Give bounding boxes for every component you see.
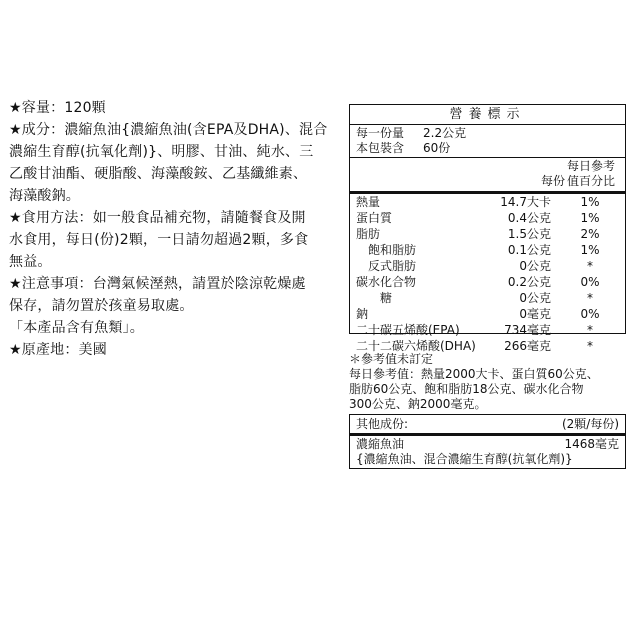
caution-line-1: ★注意事項：台灣氣候溼熱，請置於陰涼乾燥處 bbox=[9, 276, 306, 292]
servings-value: 60份 bbox=[423, 141, 451, 155]
ingredients-line-3: 乙酸甘油酯、硬脂酸、海藻酸銨、乙基纖維素、 bbox=[9, 166, 308, 182]
serving-size-label: 每一份量 bbox=[356, 126, 405, 140]
nutrient-dv: 0% bbox=[580, 275, 600, 289]
nutrient-row-sugar bbox=[350, 290, 625, 306]
other-item-value: 1468毫克 bbox=[564, 437, 619, 451]
other-ingredients-label: 其他成份: bbox=[356, 417, 409, 431]
nutrient-value: 0公克 bbox=[519, 259, 551, 273]
daily-value-header-line2: 值百分比 bbox=[566, 174, 615, 188]
nutrition-notes bbox=[349, 352, 634, 412]
serving-size-value: 2.2公克 bbox=[423, 126, 467, 140]
nutrient-value: 0.2公克 bbox=[507, 275, 551, 289]
nutrient-row-fat bbox=[350, 226, 625, 242]
nutrient-value: 266毫克 bbox=[504, 339, 551, 353]
origin-line: ★原產地：美國 bbox=[9, 342, 107, 358]
usage-line-2: 水食用，每日(份)2顆，一日請勿超過2顆，多食 bbox=[9, 232, 309, 248]
allergen-line: 「本產品含有魚類」。 bbox=[9, 320, 144, 336]
nutrient-row-calories bbox=[350, 194, 625, 210]
product-info bbox=[9, 97, 341, 361]
nutrient-name: 鈉 bbox=[356, 307, 369, 321]
nutrient-row-protein bbox=[350, 210, 625, 226]
nutrition-title: 營養標示 bbox=[350, 105, 625, 125]
ingredients-line-1: ★成分：濃縮魚油{濃縮魚油(含EPA及DHA)、混合 bbox=[9, 122, 328, 138]
other-ingredients-box bbox=[349, 414, 626, 469]
nutrient-row-trans-fat bbox=[350, 258, 625, 274]
nutrient-value: 0毫克 bbox=[519, 307, 551, 321]
nutrient-row-saturated-fat bbox=[350, 242, 625, 258]
nutrient-dv: * bbox=[587, 339, 593, 353]
nutrient-dv: 1% bbox=[580, 195, 600, 209]
other-item-detail: {濃縮魚油、混合濃縮生育醇(抗氧化劑)} bbox=[356, 452, 573, 466]
other-ingredients-header bbox=[350, 415, 625, 436]
other-item-name: 濃縮魚油 bbox=[356, 437, 405, 451]
nutrition-column-header bbox=[350, 158, 625, 194]
nutrition-facts-panel bbox=[349, 104, 626, 353]
caution-line-2: 保存，請勿置於孩童易取處。 bbox=[9, 298, 194, 314]
ingredients-line-4: 海藻酸鈉。 bbox=[9, 188, 80, 204]
daily-reference-line-1: 每日參考值：熱量2000大卡、蛋白質60公克、 bbox=[349, 367, 599, 381]
nutrient-value: 14.7大卡 bbox=[500, 195, 551, 209]
nutrient-row-epa bbox=[350, 322, 625, 338]
usage-line-3: 無益。 bbox=[9, 254, 52, 270]
nutrient-dv: 1% bbox=[580, 211, 600, 225]
usage-line-1: ★食用方法：如一般食品補充物，請隨餐食及開 bbox=[9, 210, 306, 226]
nutrient-name: 反式脂肪 bbox=[368, 259, 417, 273]
nutrient-name: 碳水化合物 bbox=[356, 275, 417, 289]
nutrient-name: 脂肪 bbox=[356, 227, 381, 241]
nutrient-name: 飽和脂肪 bbox=[368, 243, 417, 257]
nutrient-dv: 0% bbox=[580, 307, 600, 321]
nutrient-rows bbox=[350, 194, 625, 354]
nutrient-value: 734毫克 bbox=[504, 323, 551, 337]
per-serving-header: 每份 bbox=[540, 174, 565, 188]
nutrient-name: 二十二碳六烯酸(DHA) bbox=[356, 339, 476, 353]
nutrient-name: 糖 bbox=[380, 291, 393, 305]
nutrient-dv: * bbox=[587, 259, 593, 273]
nutrient-row-sodium bbox=[350, 306, 625, 322]
daily-reference-line-3: 300公克、鈉2000毫克。 bbox=[349, 397, 487, 411]
nutrient-value: 0.4公克 bbox=[507, 211, 551, 225]
asterisk-note: ＊參考值未訂定 bbox=[349, 352, 434, 366]
daily-value-header-line1: 每日參考 bbox=[566, 159, 615, 173]
nutrient-name: 二十碳五烯酸(EPA) bbox=[356, 323, 460, 337]
nutrient-dv: * bbox=[587, 291, 593, 305]
other-ingredients-item bbox=[350, 436, 625, 452]
daily-value-header bbox=[567, 159, 615, 189]
nutrient-value: 0.1公克 bbox=[507, 243, 551, 257]
ingredients-line-2: 濃縮生育醇(抗氧化劑)}、明膠、甘油、純水、三 bbox=[9, 144, 314, 160]
nutrient-name: 熱量 bbox=[356, 195, 381, 209]
nutrient-dv: 2% bbox=[580, 227, 600, 241]
nutrient-dv: 1% bbox=[580, 243, 600, 257]
nutrient-name: 蛋白質 bbox=[356, 211, 393, 225]
nutrient-value: 1.5公克 bbox=[507, 227, 551, 241]
nutrient-value: 0公克 bbox=[519, 291, 551, 305]
servings-label: 本包裝含 bbox=[356, 141, 405, 155]
capacity-line: ★容量：120顆 bbox=[9, 100, 106, 116]
daily-reference-line-2: 脂肪60公克、飽和脂肪18公克、碳水化合物 bbox=[349, 382, 584, 396]
nutrient-row-carbohydrate bbox=[350, 274, 625, 290]
other-ingredients-per: (2顆/每份) bbox=[561, 417, 619, 431]
nutrient-dv: * bbox=[587, 323, 593, 337]
serving-info bbox=[350, 125, 625, 158]
